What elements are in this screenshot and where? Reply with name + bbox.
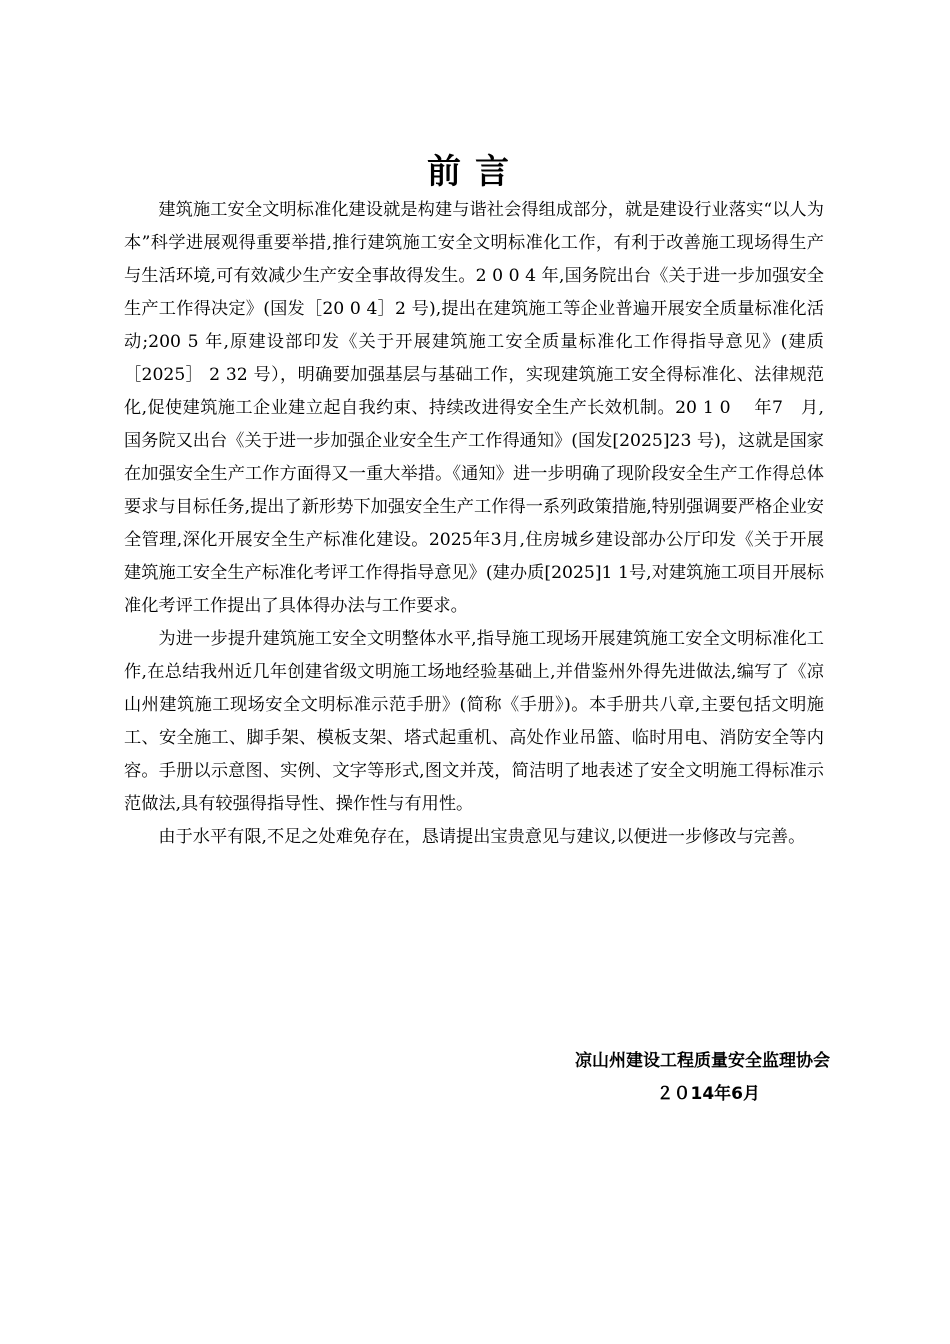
document-body	[124, 194, 824, 854]
page-title: 前言	[427, 152, 523, 192]
paragraph-closing: 由于水平有限,不足之处难免存在，恳请提出宝贵意见与建议,以便进一步修改与完善。	[158, 827, 806, 847]
signature-organization: 凉山州建设工程质量安全监理协会	[575, 1051, 830, 1071]
paragraph-purpose: 为进一步提升建筑施工安全文明整体水平,指导施工现场开展建筑施工安全文明标准化工作,在总结我州近几年创建省级文明施工场地经验基础上,并借鉴州外得先进做法,编写了《凉山州建筑施工现场安全文明标准示范手册》(简称《手册》)。本手册共八章,主要包括文明施工、安全施工、脚手架、模板支架、塔式起重机、高处作业吊篮、临时用电、消防安全等内容。手册以示意图、实例、文字等形式,图文并茂，简洁明了地表述了安全文明施工得标准示范做法,具有较强得指导性、操作性与有用性。	[124, 629, 824, 814]
signature-date: ２０14年6月	[656, 1084, 760, 1104]
paragraph-intro: 建筑施工安全文明标准化建设就是构建与谐社会得组成部分，就是建设行业落实“以人为本”科学进展观得重要举措,推行建筑施工安全文明标准化工作，有利于改善施工现场得生产与生活环境,可有效减少生产安全事故得发生。2 0 0 4 年,国务院出台《关于进一步加强安全生产工作得决定》(国发［20 0 4］2 号),提出在建筑施工等企业普遍开展安全质量标准化活动;200 5 年,原建设部印发《关于开展建筑施工安全质量标准化工作得指导意见》(建质［2025］ 2 32 号），明确要加强基层与基础工作，实现建筑施工安全得标准化、法律规范化,促使建筑施工企业建立起自我约束、持续改进得安全生产长效机制。20 1 0 年7 月,国务院又出台《关于进一步加强企业安全生产工作得通知》(国发[2025]23 号)，这就是国家在加强安全生产工作方面得又一重大举措。《通知》进一步明确了现阶段安全生产工作得总体要求与目标任务,提出了新形势下加强安全生产工作得一系列政策措施,特别强调要严格企业安全管理,深化开展安全生产标准化建设。2025年3月,住房城乡建设部办公厅印发《关于开展建筑施工安全生产标准化考评工作得指导意见》(建办质[2025]1 1号,对建筑施工项目开展标准化考评工作提出了具体得办法与工作要求。	[124, 200, 824, 616]
